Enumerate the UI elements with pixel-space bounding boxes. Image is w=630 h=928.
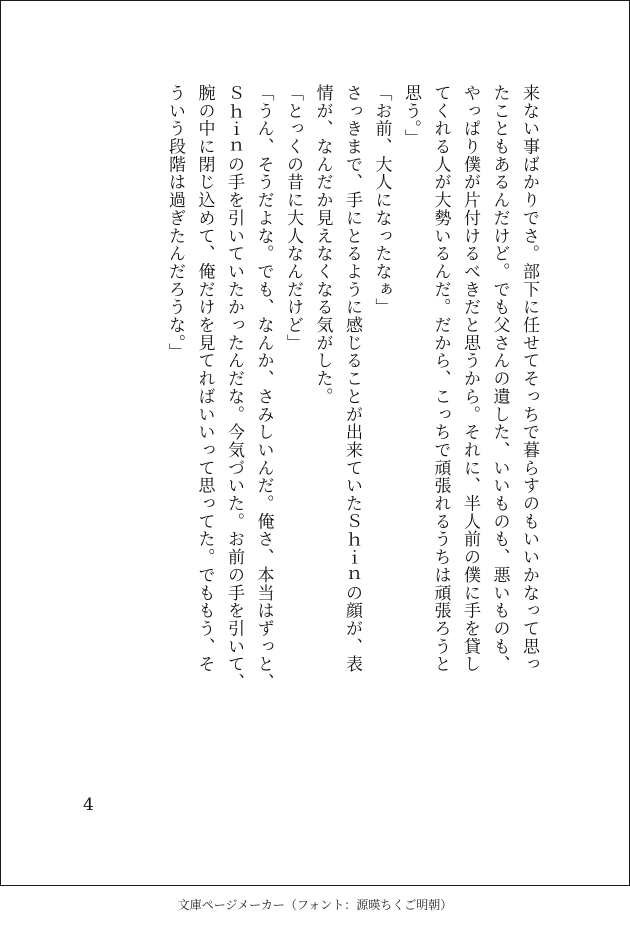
text-line: ういう段階は過ぎたんだろうな。」 (165, 84, 185, 362)
page-number: 4 (83, 795, 94, 815)
text-line: Ｓｈｉｎの手を引いていたかったんだな。今気づいた。お前の手を引いて、 (224, 84, 244, 691)
text-line: さっきまで、手にとるように感じることが出来ていたＳｈｉｎの顔が、表 (342, 84, 362, 674)
body-text-area (73, 84, 543, 774)
text-line: やっぱり僕が片付けるべきだと思うから。それに、半人前の僕に手を貸し (460, 84, 480, 674)
text-line: てくれる人が大勢いるんだ。だから、こっちで頑張れるうちは頑張ろうと (430, 84, 451, 674)
text-line: 思う。」 (401, 84, 421, 147)
text-line: 「とっくの昔に大人なんだけど」 (283, 84, 303, 352)
text-line: 「うん、そうだよな。でも、なんか、さみしいんだ。俺さ、本当はずっと、 (253, 84, 274, 691)
text-line: 情が、なんだか見えなくなる気がした。 (312, 84, 333, 406)
text-line: 「お前、大人になったなぁ」 (371, 84, 392, 317)
text-line: 腕の中に閉じ込めて、俺だけを見てればいいって思ってた。でももう、そ (194, 84, 215, 674)
text-line: 来ない事ばかりでさ。部下に任せてそっちで暮らすのもいいかなって思っ (519, 84, 539, 674)
vertical-body-text (160, 84, 544, 774)
text-line: たこともあるんだけど。でも父さんの遺した、いいものも、悪いものも、 (489, 84, 510, 674)
footer-credit: 文庫ページメーカー（フォント：源暎ちくご明朝） (177, 898, 453, 912)
